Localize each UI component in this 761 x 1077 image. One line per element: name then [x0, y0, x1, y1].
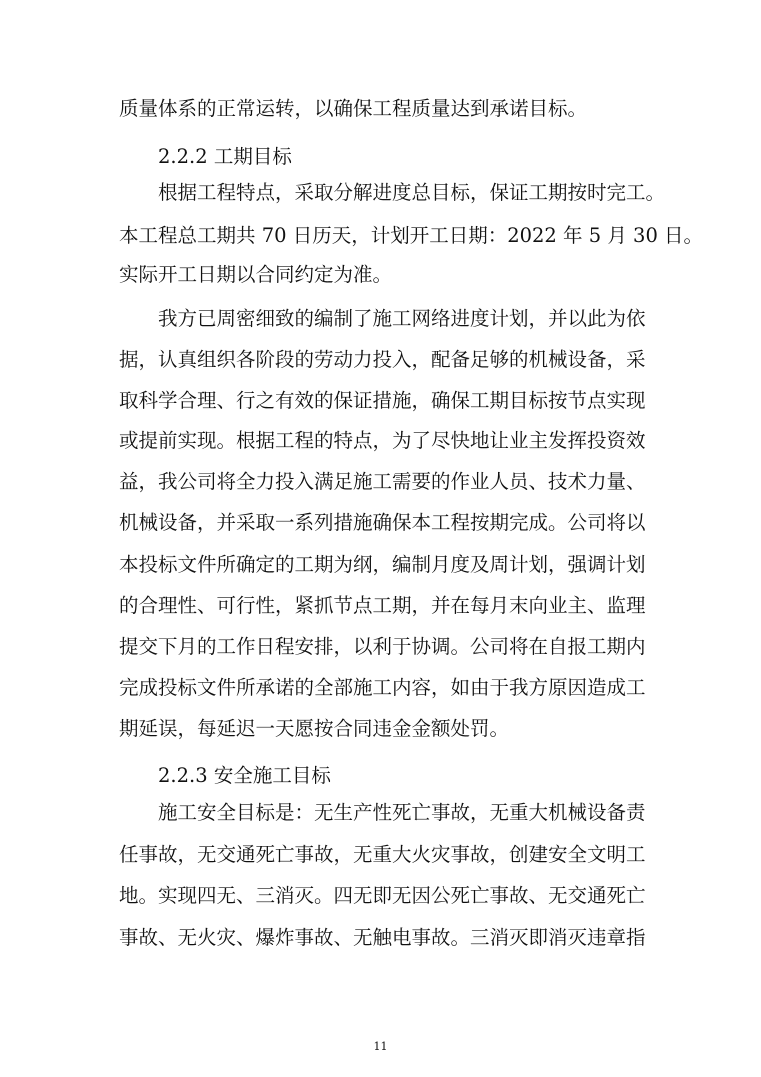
body-text-line: 或提前实现。根据工程的特点，为了尽快地让业主发挥投资效: [119, 429, 646, 452]
body-text-line: 实际开工日期以合同约定为准。: [119, 263, 393, 286]
body-text-line: 完成投标文件所承诺的全部施工内容，如由于我方原因造成工: [119, 676, 646, 699]
body-text-line: 质量体系的正常运转，以确保工程质量达到承诺目标。: [119, 97, 588, 120]
section-heading: 2.2.3 安全施工目标: [158, 764, 331, 787]
paragraph-first-line: 施工安全目标是：无生产性死亡事故，无重大机械设备责: [158, 801, 646, 824]
page-number: 11: [373, 1040, 388, 1053]
paragraph-first-line: 我方已周密细致的编制了施工网络进度计划，并以此为依: [158, 307, 646, 330]
section-heading: 2.2.2 工期目标: [158, 145, 292, 168]
body-text-line: 任事故，无交通死亡事故，无重大火灾事故，创建安全文明工: [119, 843, 646, 866]
body-text-line: 地。实现四无、三消灭。四无即无因公死亡事故、无交通死亡: [119, 884, 646, 907]
body-text-line: 事故、无火灾、爆炸事故、无触电事故。三消灭即消灭违章指: [119, 926, 646, 949]
body-text-line: 本投标文件所确定的工期为纲，编制月度及周计划，强调计划: [119, 553, 646, 576]
body-text-line: 据，认真组织各阶段的劳动力投入，配备足够的机械设备，采: [119, 348, 646, 371]
body-text-line: 的合理性、可行性，紧抓节点工期，并在每月末向业主、监理: [119, 594, 646, 617]
body-text-line: 提交下月的工作日程安排，以利于协调。公司将在自报工期内: [119, 635, 646, 658]
body-text-line: 期延误，每延迟一天愿按合同违金金额处罚。: [119, 717, 510, 740]
paragraph-first-line: 根据工程特点，采取分解进度总目标，保证工期按时完工。: [158, 181, 666, 204]
body-text-line: 取科学合理、行之有效的保证措施，确保工期目标按节点实现: [119, 389, 646, 412]
body-text-line: 机械设备，并采取一系列措施确保本工程按期完成。公司将以: [119, 511, 646, 534]
body-text-line: 本工程总工期共 70 日历天，计划开工日期：2022 年 5 月 30 日。: [119, 224, 704, 247]
body-text-line: 益，我公司将全力投入满足施工需要的作业人员、技术力量、: [119, 470, 646, 493]
